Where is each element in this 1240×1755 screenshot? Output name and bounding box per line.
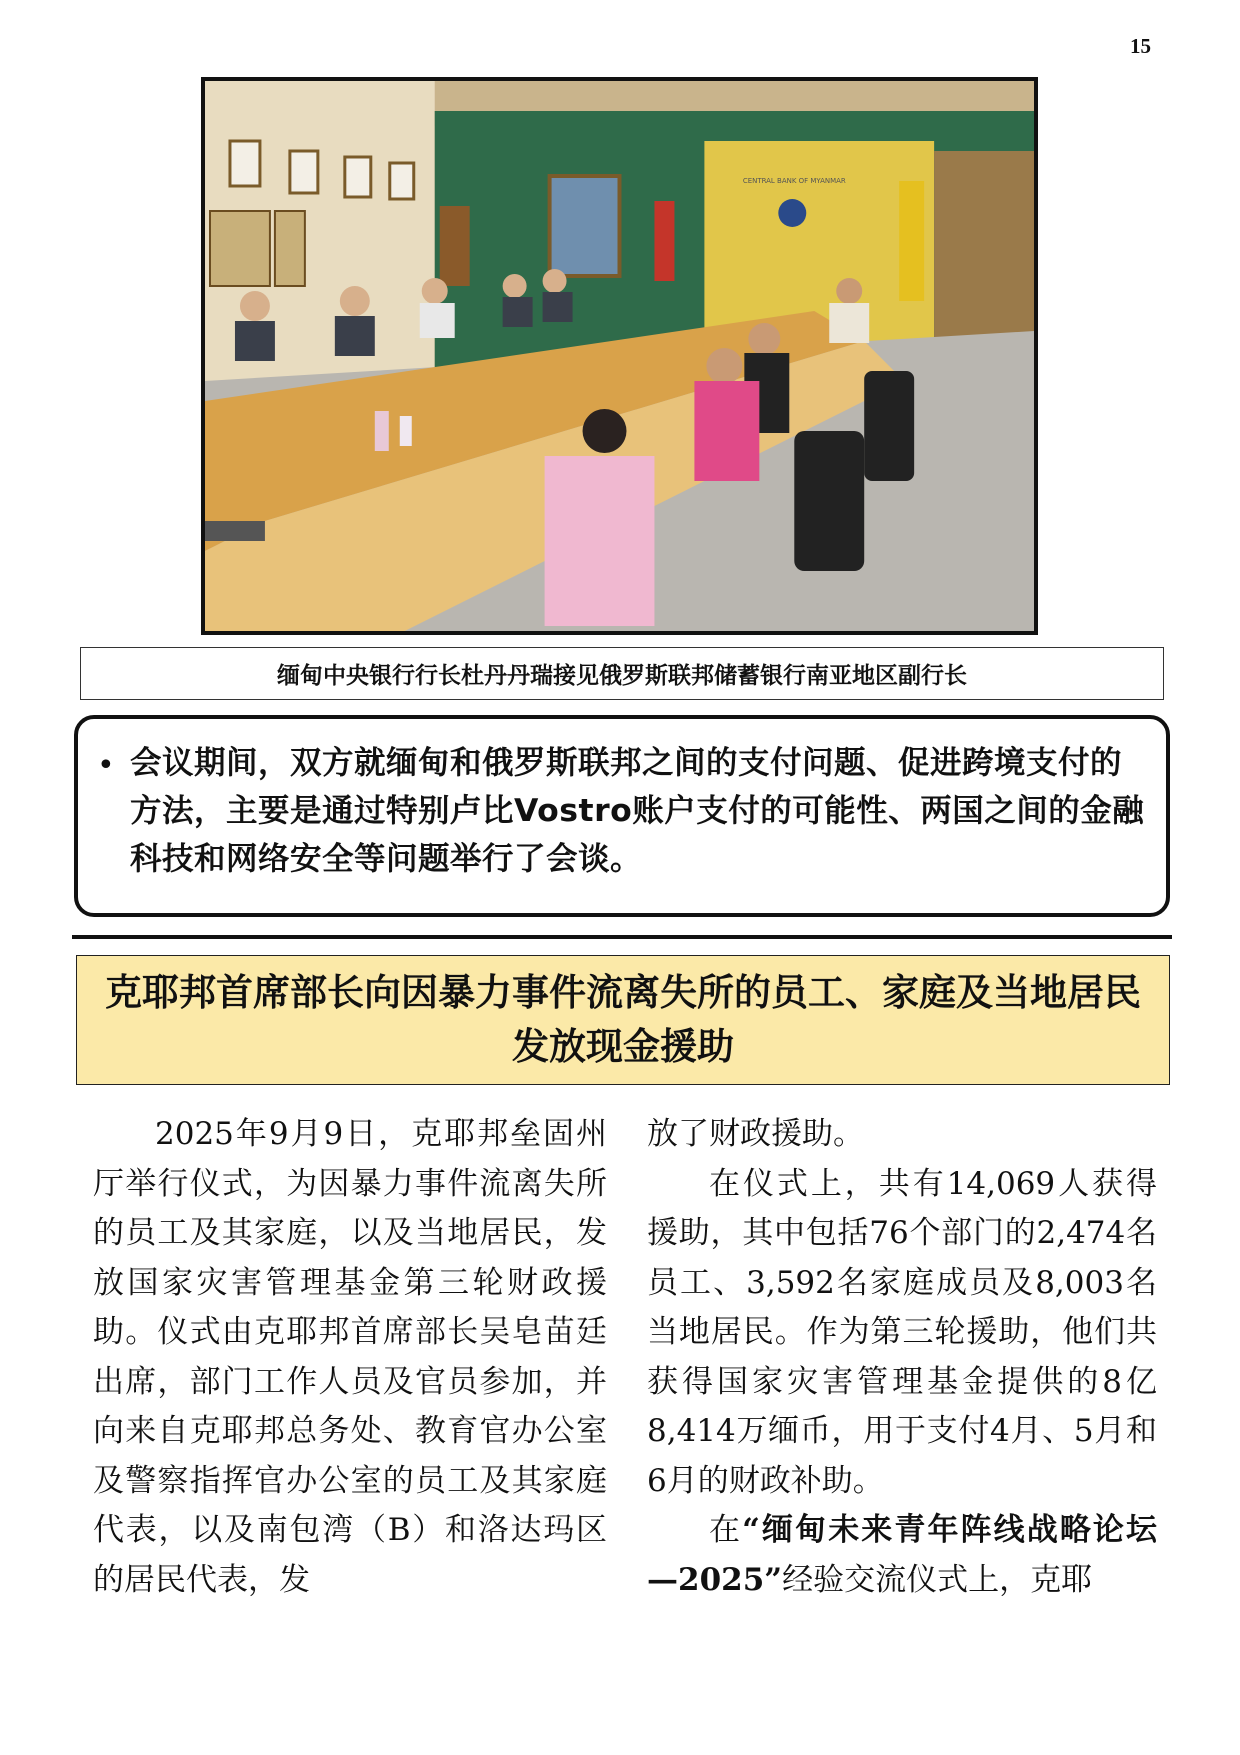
- bank-sign-text: CENTRAL BANK OF MYANMAR: [742, 176, 846, 186]
- page-number: 15: [1130, 34, 1151, 58]
- headline-line-1: 克耶邦首席部长向因暴力事件流离失所的员工、家庭及当地居民: [105, 971, 1141, 1014]
- article-paragraph-continued: 放了财政援助。: [647, 1116, 864, 1152]
- forum-name: “缅甸未来青年阵线战略论坛—2025”: [647, 1512, 1157, 1598]
- highlight-note-box: [74, 715, 1170, 917]
- article-column-right: [647, 1110, 1157, 1605]
- photo-caption: 缅甸中央银行行长杜丹丹瑞接见俄罗斯联邦储蓄银行南亚地区副行长: [80, 647, 1164, 700]
- article-paragraph: 2025年9月9日，克耶邦垒固州厅举行仪式，为因暴力事件流离失所的员工及其家庭，以及当地居民，发放国家灾害管理基金第三轮财政援助。仪式由克耶邦首席部长吴皂苗廷出席，部门工作人员及官员参加，并向来自克耶邦总务处、教育官办公室及警察指挥官办公室的员工及其家庭代表，以及南包湾（B）和洛达玛区的居民代表，发: [93, 1116, 607, 1598]
- bullet-icon: •: [97, 748, 115, 783]
- article-paragraph: [647, 1506, 1157, 1605]
- article-headline: [76, 955, 1170, 1085]
- paragraph-prefix: 在: [709, 1512, 743, 1548]
- note-text: 会议期间，双方就缅甸和俄罗斯联邦之间的支付问题、促进跨境支付的方法，主要是通过特别卢比Vostro账户支付的可能性、两国之间的金融科技和网络安全等问题举行了会谈。: [130, 745, 1145, 877]
- article-column-left: [93, 1110, 607, 1605]
- article-paragraph: 在仪式上，共有14,069人获得援助，其中包括76个部门的2,474名员工、3,592名家庭成员及8,003名当地居民。作为第三轮援助，他们共获得国家灾害管理基金提供的8亿8,414万缅币，用于支付4月、5月和6月的财政补助。: [647, 1165, 1157, 1499]
- paragraph-rest: 经验交流仪式上，克耶: [782, 1561, 1093, 1598]
- headline-line-2: 发放现金援助: [512, 1025, 734, 1068]
- meeting-photo-illustration: [205, 81, 1034, 631]
- section-divider: [72, 935, 1172, 939]
- meeting-photo: [201, 77, 1038, 635]
